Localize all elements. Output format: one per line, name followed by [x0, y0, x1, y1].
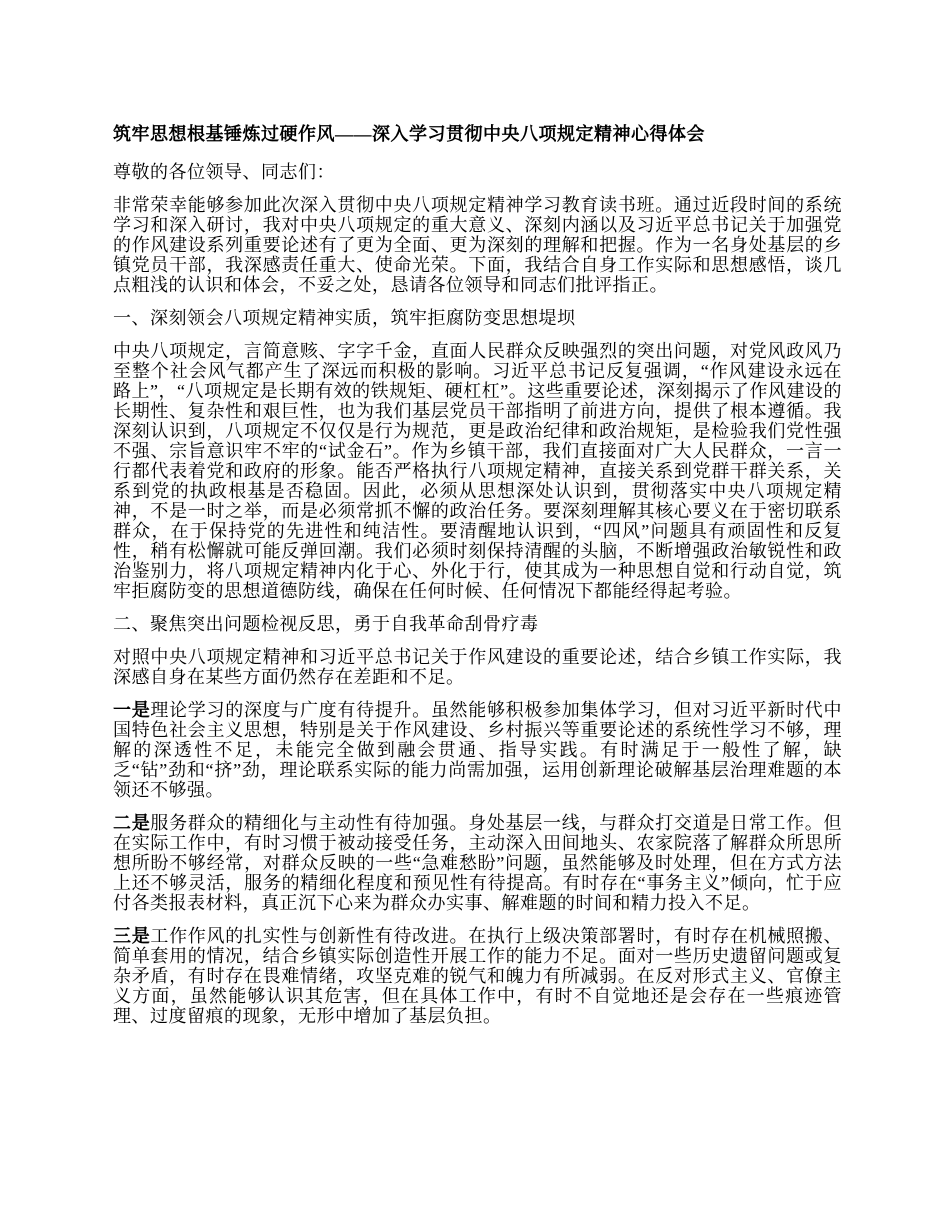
point-1-text: 理论学习的深度与广度有待提升。虽然能够积极参加集体学习，但对习近平新时代中国特色社会主义思想，特别是关于作风建设、乡村振兴等重要论述的系统性学习不够，理解的深透性不足，未能完全做到融会贯通、指导实践。有时满足于一般性了解，缺乏“钻”劲和“挤”劲，理论联系实际的能力尚需加强，运用创新理论破解基层治理难题的本领还不够强。 [113, 700, 843, 800]
point-2-paragraph [113, 813, 842, 913]
document-title: 筑牢思想根基锤炼过硬作风——深入学习贯彻中央八项规定精神心得体会 [113, 124, 705, 144]
section-2-intro: 对照中央八项规定精神和习近平总书记关于作风建设的重要论述，结合乡镇工作实际，我深感自身在某些方面仍然存在差距和不足。 [113, 647, 842, 687]
salutation: 尊敬的各位领导、同志们： [113, 162, 335, 182]
point-3-paragraph [113, 926, 842, 1026]
point-3-text: 工作作风的扎实性与创新性有待改进。在执行上级决策部署时，有时存在机械照搬、简单套用的情况，结合乡镇实际创造性开展工作的能力不足。面对一些历史遗留问题或复杂矛盾，有时存在畏难情绪，攻坚克难的锐气和魄力有所减弱。在反对形式主义、官僚主义方面，虽然能够认识其危害，但在具体工作中，有时不自觉地还是会存在一些痕迹管理、过度留痕的现象，无形中增加了基层负担。 [113, 926, 843, 1026]
section-2-heading: 二、聚焦突出问题检视反思，勇于自我革命刮骨疗毒 [113, 614, 539, 634]
point-3-lead: 三是 [113, 926, 151, 946]
point-1-lead: 一是 [113, 700, 151, 720]
section-1-body: 中央八项规定，言简意赅、字字千金，直面人民群众反映强烈的突出问题，对党风政风乃至整个社会风气都产生了深远而积极的影响。习近平总书记反复强调，“作风建设永远在路上”，“八项规定是长期有效的铁规矩、硬杠杠”。这些重要论述，深刻揭示了作风建设的长期性、复杂性和艰巨性，也为我们基层党员干部指明了前进方向，提供了根本遵循。我深刻认识到，八项规定不仅仅是行为规范，更是政治纪律和政治规矩，是检验我们党性强不强、宗旨意识牢不牢的“试金石”。作为乡镇干部，我们直接面对广大人民群众，一言一行都代表着党和政府的形象。能否严格执行八项规定精神，直接关系到党群干群关系，关系到党的执政根基是否稳固。因此，必须从思想深处认识到，贯彻落实中央八项规定精神，不是一时之举，而是必须常抓不懈的政治任务。要深刻理解其核心要义在于密切联系群众，在于保持党的先进性和纯洁性。要清醒地认识到，“四风”问题具有顽固性和反复性，稍有松懈就可能反弹回潮。我们必须时刻保持清醒的头脑，不断增强政治敏锐性和政治鉴别力，将八项规定精神内化于心、外化于行，使其成为一种思想自觉和行动自觉，筑牢拒腐防变的思想道德防线，确保在任何时候、任何情况下都能经得起考验。 [113, 341, 842, 601]
point-2-lead: 二是 [113, 813, 151, 833]
intro-paragraph: 非常荣幸能够参加此次深入贯彻中央八项规定精神学习教育读书班。通过近段时间的系统学习和深入研讨，我对中央八项规定的重大意义、深刻内涵以及习近平总书记关于加强党的作风建设系列重要论述有了更为全面、更为深刻的理解和把握。作为一名身处基层的乡镇党员干部，我深感责任重大、使命光荣。下面，我结合自身工作实际和思想感悟，谈几点粗浅的认识和体会，不妥之处，恳请各位领导和同志们批评指正。 [113, 195, 842, 295]
section-1-heading: 一、深刻领会八项规定精神实质，筑牢拒腐防变思想堤坝 [113, 308, 576, 328]
point-1-paragraph [113, 700, 842, 800]
point-2-text: 服务群众的精细化与主动性有待加强。身处基层一线，与群众打交道是日常工作。但在实际工作中，有时习惯于被动接受任务，主动深入田间地头、农家院落了解群众所思所想所盼不够经常，对群众反映的一些“急难愁盼”问题，虽然能够及时处理，但在方式方法上还不够灵活，服务的精细化程度和预见性有待提高。有时存在“事务主义”倾向，忙于应付各类报表材料，真正沉下心来为群众办实事、解难题的时间和精力投入不足。 [113, 813, 843, 913]
